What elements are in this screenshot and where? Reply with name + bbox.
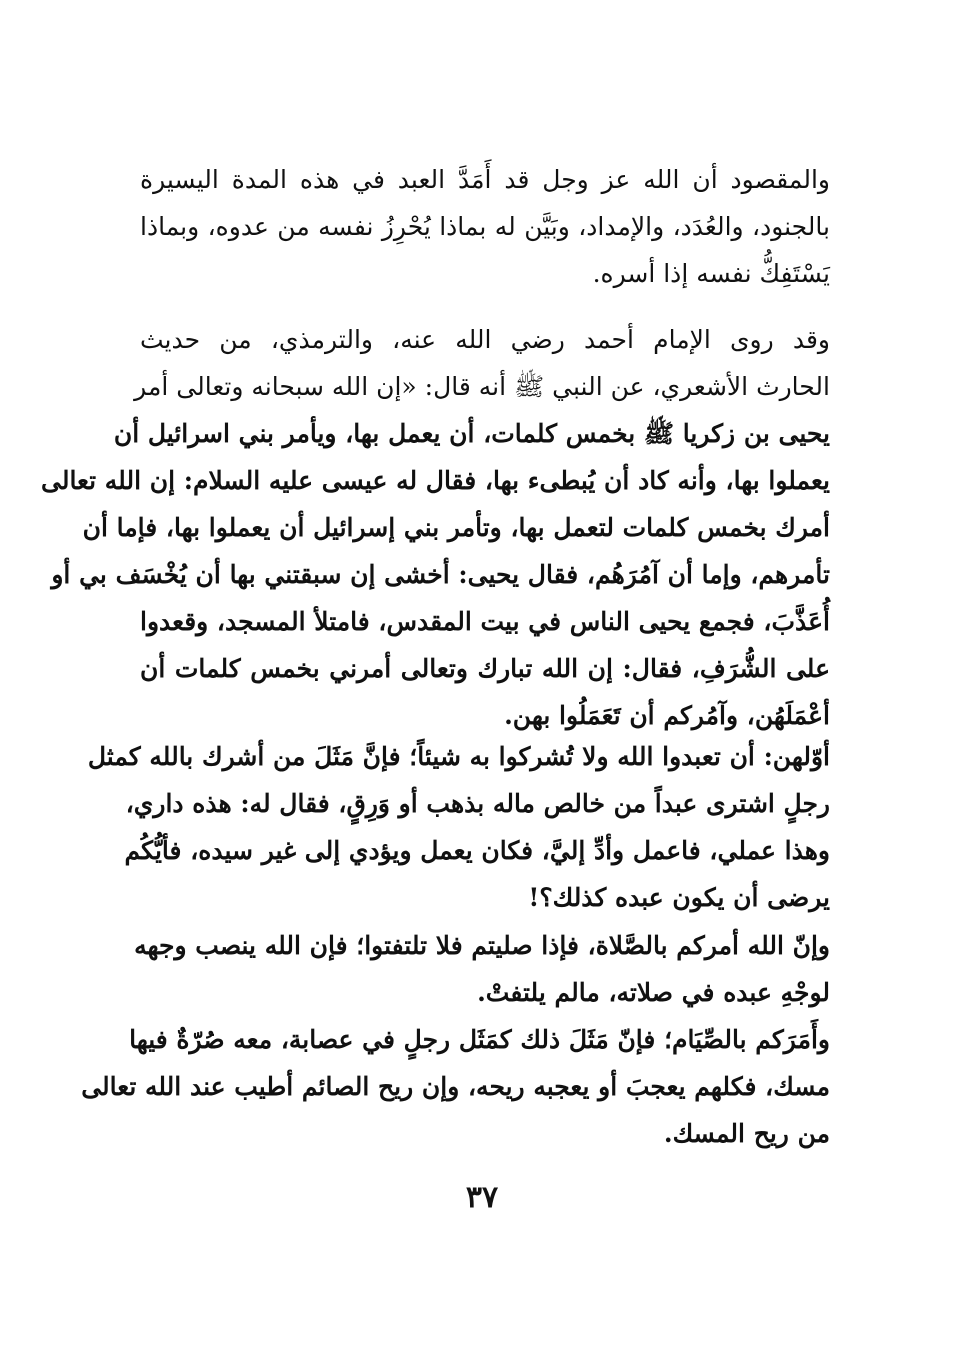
text-line: والمقصود أن الله عز وجل قد أَمَدَّ العبد في هذه المدة اليسيرة: [140, 165, 830, 194]
text-line: أُعَذَّبَ، فجمع يحيى الناس في بيت المقدس، فامتلأ المسجد، وقعدوا: [140, 607, 830, 636]
text-line: أمرك بخمس كلمات لتعمل بها، وتأمر بني إسرائيل أن يعملوا بها، فإما أن: [82, 513, 830, 542]
text-line: أوّلهن: أن تعبدوا الله ولا تُشركوا به شيئاً؛ فإنَّ مَثَلَ من أشرك بالله كمثل: [87, 742, 830, 771]
text-line: رجلٍ اشترى عبداً من خالص ماله بذهب أو وَرِقٍ، فقال له: هذه داري،: [125, 789, 830, 818]
text-line: أعْمَلَهُن، وآمُركم أن تَعَمَلُوا بهن.: [504, 701, 830, 730]
text-line: مسك، فكلهم يعجبَ أو يعجبه ريحه، وإن ريح الصائم أطيب عند الله تعالى: [81, 1072, 830, 1101]
text-line: يرضى أن يكون عبده كذلك؟!: [528, 883, 830, 912]
text-line: يحيى بن زكريا ﷺ بخمس كلمات، أن يعمل بها، ويأمر بني اسرائيل أن: [113, 419, 830, 448]
text-line: وقد روى الإمام أحمد رضي الله عنه، والترمذي، من حديث: [140, 325, 830, 354]
text-line: يعملوا بها، وأنه كاد أن يُبطىء بها، فقال له عيسى عليه السلام: إن الله تعالى: [40, 466, 830, 495]
text-line: وإنّ الله أمركم بالصَّلاة، فإذا صليتم فلا تلتفتوا؛ فإن الله ينصب وجهه: [134, 931, 830, 960]
text-line: وأَمَرَكم بالصِّيَام؛ فإنّ مَثَلَ ذلك كمَثَل رجلٍ في عصابة، معه صُرّةٌ فيها: [129, 1025, 830, 1054]
text-line: يَسْتَفِكُّ نفسه إذا أسره.: [592, 259, 830, 288]
page-number: ٣٧: [465, 1180, 499, 1215]
paragraph-1: [140, 156, 830, 297]
paragraph-3: [87, 733, 830, 921]
text-line: لوجْهِ عبده في صلاته، مالم يلتفتْ.: [477, 978, 830, 1007]
text-line: من ريح المسك.: [663, 1119, 830, 1148]
text-line: الحارث الأشعري، عن النبي ﷺ أنه قال: «إن الله سبحانه وتعالى أمر: [134, 372, 830, 401]
text-line: تأمرهم، وإما أن آمُرَهُم، فقال يحيى: أخشى إن سبقتني بها أن يُخْسَف بي أو: [51, 560, 830, 589]
text-line: وهذا عملي، فاعمل وأدِّ إليَّ، فكان يعمل ويؤدي إلى غير سيده، فأيُّكُم: [124, 836, 830, 865]
text-line: بالجنود، والعُدَد، والإمداد، وبَيَّن له بماذا يُحْرِزُ نفسه من عدوه، وبماذا: [140, 212, 830, 241]
paragraph-4: [134, 922, 830, 1016]
paragraph-2: [40, 316, 830, 739]
paragraph-5: [81, 1016, 830, 1157]
text-line: على الشُّرَفِ، فقال: إن الله تبارك وتعالى أمرني بخمس كلمات أن: [140, 654, 830, 683]
